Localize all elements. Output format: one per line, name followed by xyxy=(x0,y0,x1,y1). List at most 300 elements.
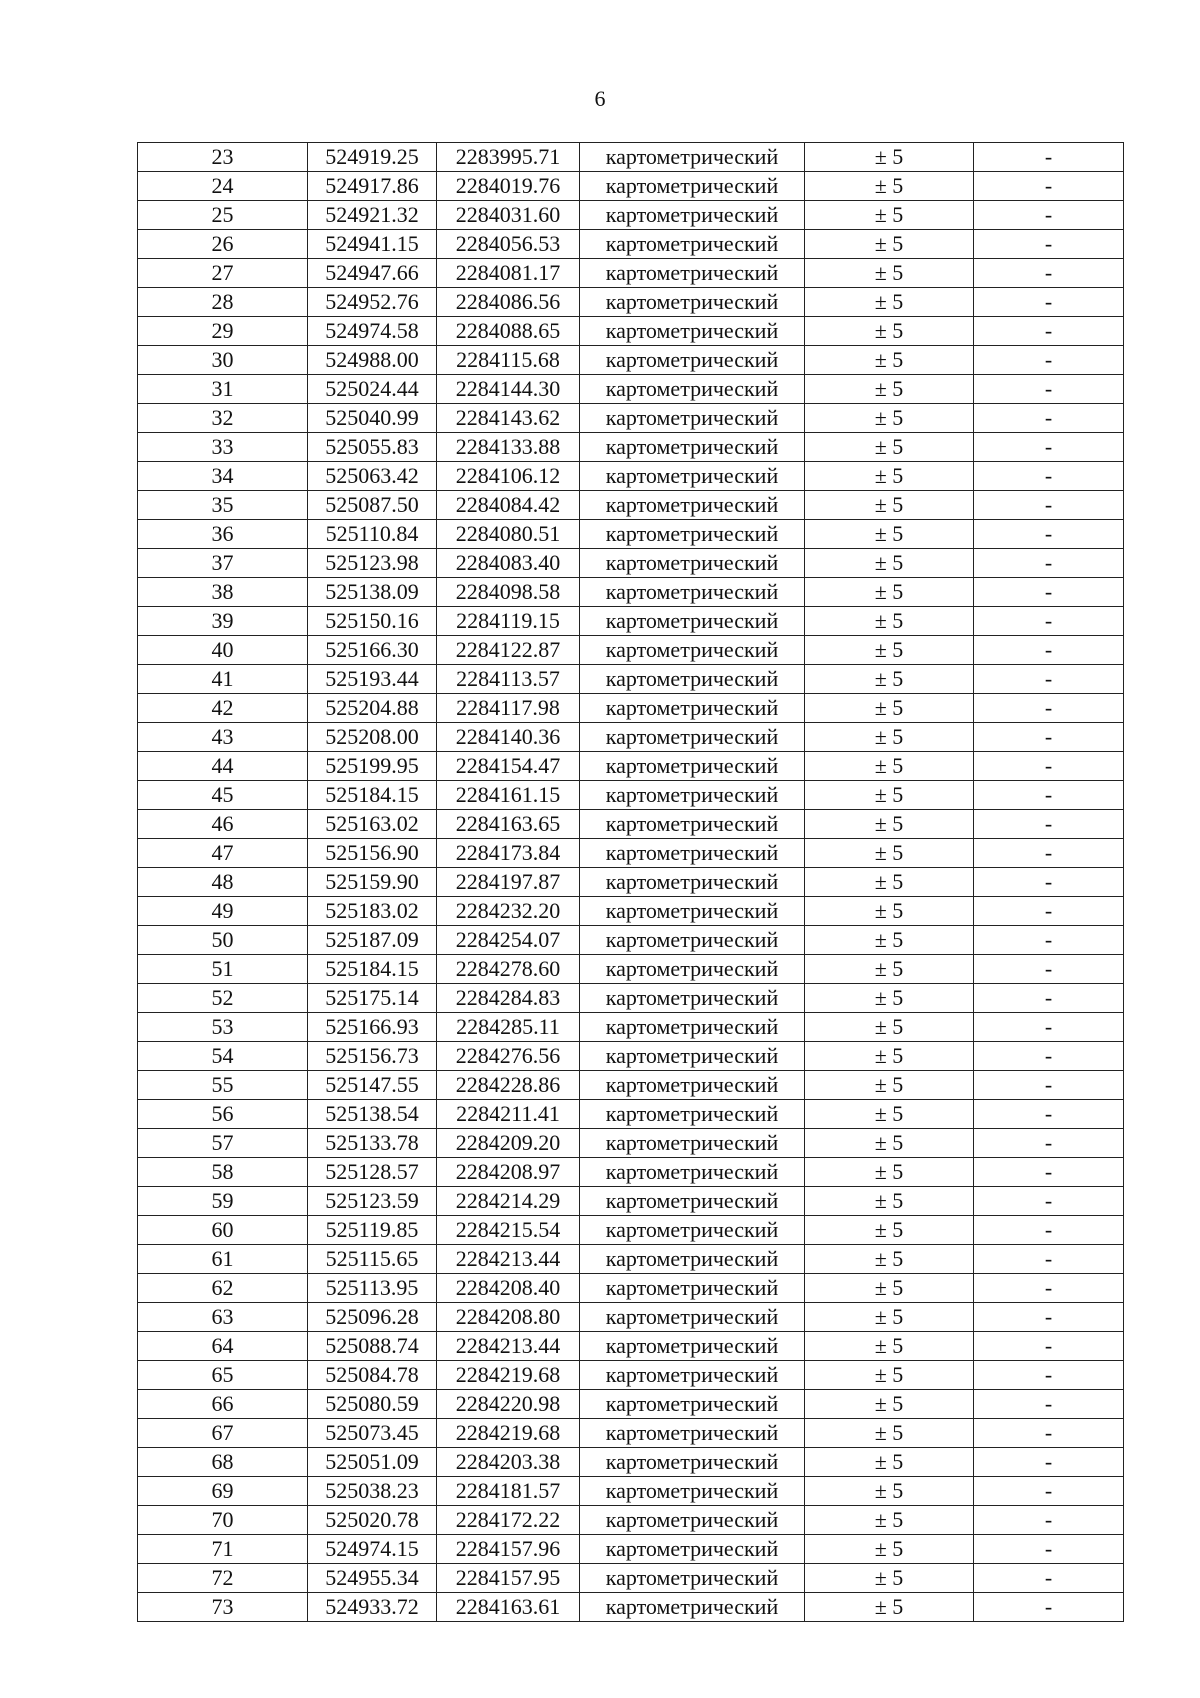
point-number-cell: 50 xyxy=(138,926,308,955)
y-coordinate-cell: 2284254.07 xyxy=(437,926,580,955)
point-number-cell: 71 xyxy=(138,1535,308,1564)
y-coordinate-cell: 2284163.61 xyxy=(437,1593,580,1622)
table-row xyxy=(138,1129,1124,1158)
table-row xyxy=(138,259,1124,288)
accuracy-cell: ± 5 xyxy=(805,1274,974,1303)
coordinates-table xyxy=(137,142,1124,1622)
y-coordinate-cell: 2284276.56 xyxy=(437,1042,580,1071)
point-number-cell: 52 xyxy=(138,984,308,1013)
point-number-cell: 36 xyxy=(138,520,308,549)
point-number-cell: 64 xyxy=(138,1332,308,1361)
y-coordinate-cell: 2284208.40 xyxy=(437,1274,580,1303)
y-coordinate-cell: 2284219.68 xyxy=(437,1419,580,1448)
x-coordinate-cell: 525084.78 xyxy=(308,1361,437,1390)
accuracy-cell: ± 5 xyxy=(805,1216,974,1245)
point-number-cell: 46 xyxy=(138,810,308,839)
point-number-cell: 60 xyxy=(138,1216,308,1245)
y-coordinate-cell: 2284113.57 xyxy=(437,665,580,694)
table-row xyxy=(138,1361,1124,1390)
y-coordinate-cell: 2284220.98 xyxy=(437,1390,580,1419)
method-cell: картометрический xyxy=(580,1100,805,1129)
note-cell: - xyxy=(974,1100,1124,1129)
table-row xyxy=(138,984,1124,1013)
point-number-cell: 67 xyxy=(138,1419,308,1448)
accuracy-cell: ± 5 xyxy=(805,607,974,636)
method-cell: картометрический xyxy=(580,897,805,926)
point-number-cell: 49 xyxy=(138,897,308,926)
y-coordinate-cell: 2284208.97 xyxy=(437,1158,580,1187)
y-coordinate-cell: 2284106.12 xyxy=(437,462,580,491)
note-cell: - xyxy=(974,520,1124,549)
note-cell: - xyxy=(974,346,1124,375)
note-cell: - xyxy=(974,433,1124,462)
y-coordinate-cell: 2284119.15 xyxy=(437,607,580,636)
accuracy-cell: ± 5 xyxy=(805,1042,974,1071)
accuracy-cell: ± 5 xyxy=(805,1390,974,1419)
point-number-cell: 39 xyxy=(138,607,308,636)
point-number-cell: 72 xyxy=(138,1564,308,1593)
method-cell: картометрический xyxy=(580,1390,805,1419)
x-coordinate-cell: 525040.99 xyxy=(308,404,437,433)
y-coordinate-cell: 2284098.58 xyxy=(437,578,580,607)
table-row xyxy=(138,549,1124,578)
table-row xyxy=(138,230,1124,259)
y-coordinate-cell: 2284084.42 xyxy=(437,491,580,520)
x-coordinate-cell: 524919.25 xyxy=(308,143,437,172)
point-number-cell: 37 xyxy=(138,549,308,578)
method-cell: картометрический xyxy=(580,1361,805,1390)
point-number-cell: 45 xyxy=(138,781,308,810)
note-cell: - xyxy=(974,1506,1124,1535)
accuracy-cell: ± 5 xyxy=(805,1158,974,1187)
note-cell: - xyxy=(974,1361,1124,1390)
table-row xyxy=(138,433,1124,462)
accuracy-cell: ± 5 xyxy=(805,230,974,259)
table-row xyxy=(138,868,1124,897)
accuracy-cell: ± 5 xyxy=(805,578,974,607)
table-row xyxy=(138,462,1124,491)
x-coordinate-cell: 525156.90 xyxy=(308,839,437,868)
point-number-cell: 26 xyxy=(138,230,308,259)
point-number-cell: 48 xyxy=(138,868,308,897)
x-coordinate-cell: 525073.45 xyxy=(308,1419,437,1448)
method-cell: картометрический xyxy=(580,520,805,549)
x-coordinate-cell: 524955.34 xyxy=(308,1564,437,1593)
y-coordinate-cell: 2284083.40 xyxy=(437,549,580,578)
point-number-cell: 44 xyxy=(138,752,308,781)
note-cell: - xyxy=(974,1216,1124,1245)
method-cell: картометрический xyxy=(580,1593,805,1622)
note-cell: - xyxy=(974,201,1124,230)
x-coordinate-cell: 525123.98 xyxy=(308,549,437,578)
x-coordinate-cell: 525055.83 xyxy=(308,433,437,462)
accuracy-cell: ± 5 xyxy=(805,201,974,230)
accuracy-cell: ± 5 xyxy=(805,926,974,955)
point-number-cell: 65 xyxy=(138,1361,308,1390)
note-cell: - xyxy=(974,1245,1124,1274)
method-cell: картометрический xyxy=(580,578,805,607)
method-cell: картометрический xyxy=(580,665,805,694)
note-cell: - xyxy=(974,1448,1124,1477)
table-row xyxy=(138,404,1124,433)
point-number-cell: 54 xyxy=(138,1042,308,1071)
x-coordinate-cell: 525193.44 xyxy=(308,665,437,694)
accuracy-cell: ± 5 xyxy=(805,172,974,201)
point-number-cell: 66 xyxy=(138,1390,308,1419)
y-coordinate-cell: 2284157.96 xyxy=(437,1535,580,1564)
accuracy-cell: ± 5 xyxy=(805,1013,974,1042)
table-row xyxy=(138,839,1124,868)
accuracy-cell: ± 5 xyxy=(805,1129,974,1158)
note-cell: - xyxy=(974,491,1124,520)
note-cell: - xyxy=(974,955,1124,984)
method-cell: картометрический xyxy=(580,694,805,723)
method-cell: картометрический xyxy=(580,1448,805,1477)
y-coordinate-cell: 2284211.41 xyxy=(437,1100,580,1129)
point-number-cell: 33 xyxy=(138,433,308,462)
table-row xyxy=(138,1013,1124,1042)
table-row xyxy=(138,1419,1124,1448)
y-coordinate-cell: 2284031.60 xyxy=(437,201,580,230)
note-cell: - xyxy=(974,665,1124,694)
x-coordinate-cell: 525138.09 xyxy=(308,578,437,607)
x-coordinate-cell: 525051.09 xyxy=(308,1448,437,1477)
note-cell: - xyxy=(974,897,1124,926)
point-number-cell: 27 xyxy=(138,259,308,288)
method-cell: картометрический xyxy=(580,491,805,520)
x-coordinate-cell: 525187.09 xyxy=(308,926,437,955)
note-cell: - xyxy=(974,839,1124,868)
point-number-cell: 30 xyxy=(138,346,308,375)
table-row xyxy=(138,665,1124,694)
y-coordinate-cell: 2284203.38 xyxy=(437,1448,580,1477)
point-number-cell: 32 xyxy=(138,404,308,433)
note-cell: - xyxy=(974,1535,1124,1564)
x-coordinate-cell: 525156.73 xyxy=(308,1042,437,1071)
x-coordinate-cell: 525119.85 xyxy=(308,1216,437,1245)
accuracy-cell: ± 5 xyxy=(805,375,974,404)
y-coordinate-cell: 2284161.15 xyxy=(437,781,580,810)
note-cell: - xyxy=(974,752,1124,781)
table-row xyxy=(138,375,1124,404)
x-coordinate-cell: 525087.50 xyxy=(308,491,437,520)
y-coordinate-cell: 2284143.62 xyxy=(437,404,580,433)
x-coordinate-cell: 525204.88 xyxy=(308,694,437,723)
table-row xyxy=(138,781,1124,810)
x-coordinate-cell: 525020.78 xyxy=(308,1506,437,1535)
note-cell: - xyxy=(974,1332,1124,1361)
point-number-cell: 31 xyxy=(138,375,308,404)
table-row xyxy=(138,1274,1124,1303)
y-coordinate-cell: 2284278.60 xyxy=(437,955,580,984)
table-row xyxy=(138,1535,1124,1564)
note-cell: - xyxy=(974,549,1124,578)
y-coordinate-cell: 2284019.76 xyxy=(437,172,580,201)
accuracy-cell: ± 5 xyxy=(805,462,974,491)
table-row xyxy=(138,1245,1124,1274)
note-cell: - xyxy=(974,404,1124,433)
table-row xyxy=(138,1158,1124,1187)
note-cell: - xyxy=(974,1042,1124,1071)
method-cell: картометрический xyxy=(580,984,805,1013)
table-row xyxy=(138,1071,1124,1100)
accuracy-cell: ± 5 xyxy=(805,752,974,781)
x-coordinate-cell: 525128.57 xyxy=(308,1158,437,1187)
table-row xyxy=(138,172,1124,201)
table-row xyxy=(138,1303,1124,1332)
table-row xyxy=(138,752,1124,781)
method-cell: картометрический xyxy=(580,288,805,317)
method-cell: картометрический xyxy=(580,636,805,665)
point-number-cell: 41 xyxy=(138,665,308,694)
y-coordinate-cell: 2284080.51 xyxy=(437,520,580,549)
x-coordinate-cell: 525133.78 xyxy=(308,1129,437,1158)
point-number-cell: 34 xyxy=(138,462,308,491)
x-coordinate-cell: 525063.42 xyxy=(308,462,437,491)
y-coordinate-cell: 2284144.30 xyxy=(437,375,580,404)
method-cell: картометрический xyxy=(580,433,805,462)
table-row xyxy=(138,1593,1124,1622)
method-cell: картометрический xyxy=(580,230,805,259)
y-coordinate-cell: 2284157.95 xyxy=(437,1564,580,1593)
table-row xyxy=(138,607,1124,636)
y-coordinate-cell: 2283995.71 xyxy=(437,143,580,172)
point-number-cell: 61 xyxy=(138,1245,308,1274)
point-number-cell: 35 xyxy=(138,491,308,520)
table-row xyxy=(138,346,1124,375)
point-number-cell: 43 xyxy=(138,723,308,752)
point-number-cell: 58 xyxy=(138,1158,308,1187)
accuracy-cell: ± 5 xyxy=(805,143,974,172)
point-number-cell: 70 xyxy=(138,1506,308,1535)
note-cell: - xyxy=(974,375,1124,404)
x-coordinate-cell: 525113.95 xyxy=(308,1274,437,1303)
x-coordinate-cell: 525159.90 xyxy=(308,868,437,897)
method-cell: картометрический xyxy=(580,1506,805,1535)
note-cell: - xyxy=(974,1071,1124,1100)
point-number-cell: 73 xyxy=(138,1593,308,1622)
method-cell: картометрический xyxy=(580,346,805,375)
point-number-cell: 56 xyxy=(138,1100,308,1129)
accuracy-cell: ± 5 xyxy=(805,781,974,810)
note-cell: - xyxy=(974,1477,1124,1506)
point-number-cell: 24 xyxy=(138,172,308,201)
method-cell: картометрический xyxy=(580,1158,805,1187)
table-row xyxy=(138,1332,1124,1361)
table-row xyxy=(138,636,1124,665)
y-coordinate-cell: 2284140.36 xyxy=(437,723,580,752)
y-coordinate-cell: 2284154.47 xyxy=(437,752,580,781)
coordinates-table-body xyxy=(138,143,1124,1622)
x-coordinate-cell: 525138.54 xyxy=(308,1100,437,1129)
x-coordinate-cell: 524988.00 xyxy=(308,346,437,375)
table-row xyxy=(138,723,1124,752)
point-number-cell: 47 xyxy=(138,839,308,868)
point-number-cell: 63 xyxy=(138,1303,308,1332)
y-coordinate-cell: 2284214.29 xyxy=(437,1187,580,1216)
note-cell: - xyxy=(974,288,1124,317)
y-coordinate-cell: 2284209.20 xyxy=(437,1129,580,1158)
note-cell: - xyxy=(974,259,1124,288)
accuracy-cell: ± 5 xyxy=(805,259,974,288)
table-row xyxy=(138,1100,1124,1129)
method-cell: картометрический xyxy=(580,752,805,781)
table-row xyxy=(138,926,1124,955)
accuracy-cell: ± 5 xyxy=(805,636,974,665)
accuracy-cell: ± 5 xyxy=(805,346,974,375)
accuracy-cell: ± 5 xyxy=(805,1071,974,1100)
method-cell: картометрический xyxy=(580,1274,805,1303)
method-cell: картометрический xyxy=(580,462,805,491)
y-coordinate-cell: 2284173.84 xyxy=(437,839,580,868)
y-coordinate-cell: 2284208.80 xyxy=(437,1303,580,1332)
method-cell: картометрический xyxy=(580,839,805,868)
x-coordinate-cell: 525038.23 xyxy=(308,1477,437,1506)
accuracy-cell: ± 5 xyxy=(805,897,974,926)
accuracy-cell: ± 5 xyxy=(805,549,974,578)
note-cell: - xyxy=(974,926,1124,955)
accuracy-cell: ± 5 xyxy=(805,1303,974,1332)
method-cell: картометрический xyxy=(580,1245,805,1274)
note-cell: - xyxy=(974,1419,1124,1448)
accuracy-cell: ± 5 xyxy=(805,694,974,723)
method-cell: картометрический xyxy=(580,143,805,172)
table-row xyxy=(138,810,1124,839)
point-number-cell: 55 xyxy=(138,1071,308,1100)
table-row xyxy=(138,578,1124,607)
y-coordinate-cell: 2284088.65 xyxy=(437,317,580,346)
table-row xyxy=(138,897,1124,926)
method-cell: картометрический xyxy=(580,955,805,984)
method-cell: картометрический xyxy=(580,1042,805,1071)
x-coordinate-cell: 525166.93 xyxy=(308,1013,437,1042)
y-coordinate-cell: 2284081.17 xyxy=(437,259,580,288)
accuracy-cell: ± 5 xyxy=(805,1506,974,1535)
x-coordinate-cell: 525163.02 xyxy=(308,810,437,839)
accuracy-cell: ± 5 xyxy=(805,1332,974,1361)
y-coordinate-cell: 2284228.86 xyxy=(437,1071,580,1100)
table-row xyxy=(138,694,1124,723)
y-coordinate-cell: 2284219.68 xyxy=(437,1361,580,1390)
note-cell: - xyxy=(974,462,1124,491)
method-cell: картометрический xyxy=(580,404,805,433)
x-coordinate-cell: 525208.00 xyxy=(308,723,437,752)
method-cell: картометрический xyxy=(580,1216,805,1245)
x-coordinate-cell: 524974.15 xyxy=(308,1535,437,1564)
x-coordinate-cell: 525184.15 xyxy=(308,781,437,810)
x-coordinate-cell: 525184.15 xyxy=(308,955,437,984)
method-cell: картометрический xyxy=(580,1303,805,1332)
y-coordinate-cell: 2284284.83 xyxy=(437,984,580,1013)
y-coordinate-cell: 2284056.53 xyxy=(437,230,580,259)
point-number-cell: 57 xyxy=(138,1129,308,1158)
method-cell: картометрический xyxy=(580,317,805,346)
accuracy-cell: ± 5 xyxy=(805,665,974,694)
note-cell: - xyxy=(974,607,1124,636)
accuracy-cell: ± 5 xyxy=(805,1187,974,1216)
y-coordinate-cell: 2284117.98 xyxy=(437,694,580,723)
point-number-cell: 59 xyxy=(138,1187,308,1216)
note-cell: - xyxy=(974,1129,1124,1158)
table-row xyxy=(138,520,1124,549)
accuracy-cell: ± 5 xyxy=(805,839,974,868)
accuracy-cell: ± 5 xyxy=(805,1593,974,1622)
x-coordinate-cell: 525115.65 xyxy=(308,1245,437,1274)
accuracy-cell: ± 5 xyxy=(805,317,974,346)
method-cell: картометрический xyxy=(580,1564,805,1593)
accuracy-cell: ± 5 xyxy=(805,1448,974,1477)
x-coordinate-cell: 524947.66 xyxy=(308,259,437,288)
method-cell: картометрический xyxy=(580,259,805,288)
accuracy-cell: ± 5 xyxy=(805,1100,974,1129)
note-cell: - xyxy=(974,984,1124,1013)
note-cell: - xyxy=(974,317,1124,346)
method-cell: картометрический xyxy=(580,1477,805,1506)
accuracy-cell: ± 5 xyxy=(805,955,974,984)
point-number-cell: 29 xyxy=(138,317,308,346)
x-coordinate-cell: 524917.86 xyxy=(308,172,437,201)
method-cell: картометрический xyxy=(580,172,805,201)
x-coordinate-cell: 524941.15 xyxy=(308,230,437,259)
page-number: 6 xyxy=(594,86,606,111)
accuracy-cell: ± 5 xyxy=(805,520,974,549)
table-row xyxy=(138,1564,1124,1593)
method-cell: картометрический xyxy=(580,549,805,578)
table-row xyxy=(138,201,1124,230)
table-row xyxy=(138,1042,1124,1071)
table-row xyxy=(138,1448,1124,1477)
x-coordinate-cell: 525183.02 xyxy=(308,897,437,926)
x-coordinate-cell: 525150.16 xyxy=(308,607,437,636)
note-cell: - xyxy=(974,1013,1124,1042)
accuracy-cell: ± 5 xyxy=(805,1564,974,1593)
point-number-cell: 53 xyxy=(138,1013,308,1042)
y-coordinate-cell: 2284232.20 xyxy=(437,897,580,926)
y-coordinate-cell: 2284086.56 xyxy=(437,288,580,317)
accuracy-cell: ± 5 xyxy=(805,1245,974,1274)
accuracy-cell: ± 5 xyxy=(805,810,974,839)
x-coordinate-cell: 525110.84 xyxy=(308,520,437,549)
accuracy-cell: ± 5 xyxy=(805,288,974,317)
point-number-cell: 25 xyxy=(138,201,308,230)
method-cell: картометрический xyxy=(580,201,805,230)
y-coordinate-cell: 2284115.68 xyxy=(437,346,580,375)
x-coordinate-cell: 525199.95 xyxy=(308,752,437,781)
point-number-cell: 69 xyxy=(138,1477,308,1506)
accuracy-cell: ± 5 xyxy=(805,723,974,752)
method-cell: картометрический xyxy=(580,723,805,752)
x-coordinate-cell: 525024.44 xyxy=(308,375,437,404)
method-cell: картометрический xyxy=(580,1419,805,1448)
point-number-cell: 51 xyxy=(138,955,308,984)
x-coordinate-cell: 525080.59 xyxy=(308,1390,437,1419)
point-number-cell: 38 xyxy=(138,578,308,607)
table-row xyxy=(138,1506,1124,1535)
point-number-cell: 68 xyxy=(138,1448,308,1477)
method-cell: картометрический xyxy=(580,868,805,897)
table-row xyxy=(138,1216,1124,1245)
note-cell: - xyxy=(974,1303,1124,1332)
note-cell: - xyxy=(974,636,1124,665)
note-cell: - xyxy=(974,1274,1124,1303)
y-coordinate-cell: 2284133.88 xyxy=(437,433,580,462)
x-coordinate-cell: 524974.58 xyxy=(308,317,437,346)
x-coordinate-cell: 525123.59 xyxy=(308,1187,437,1216)
method-cell: картометрический xyxy=(580,1071,805,1100)
method-cell: картометрический xyxy=(580,375,805,404)
method-cell: картометрический xyxy=(580,607,805,636)
note-cell: - xyxy=(974,810,1124,839)
